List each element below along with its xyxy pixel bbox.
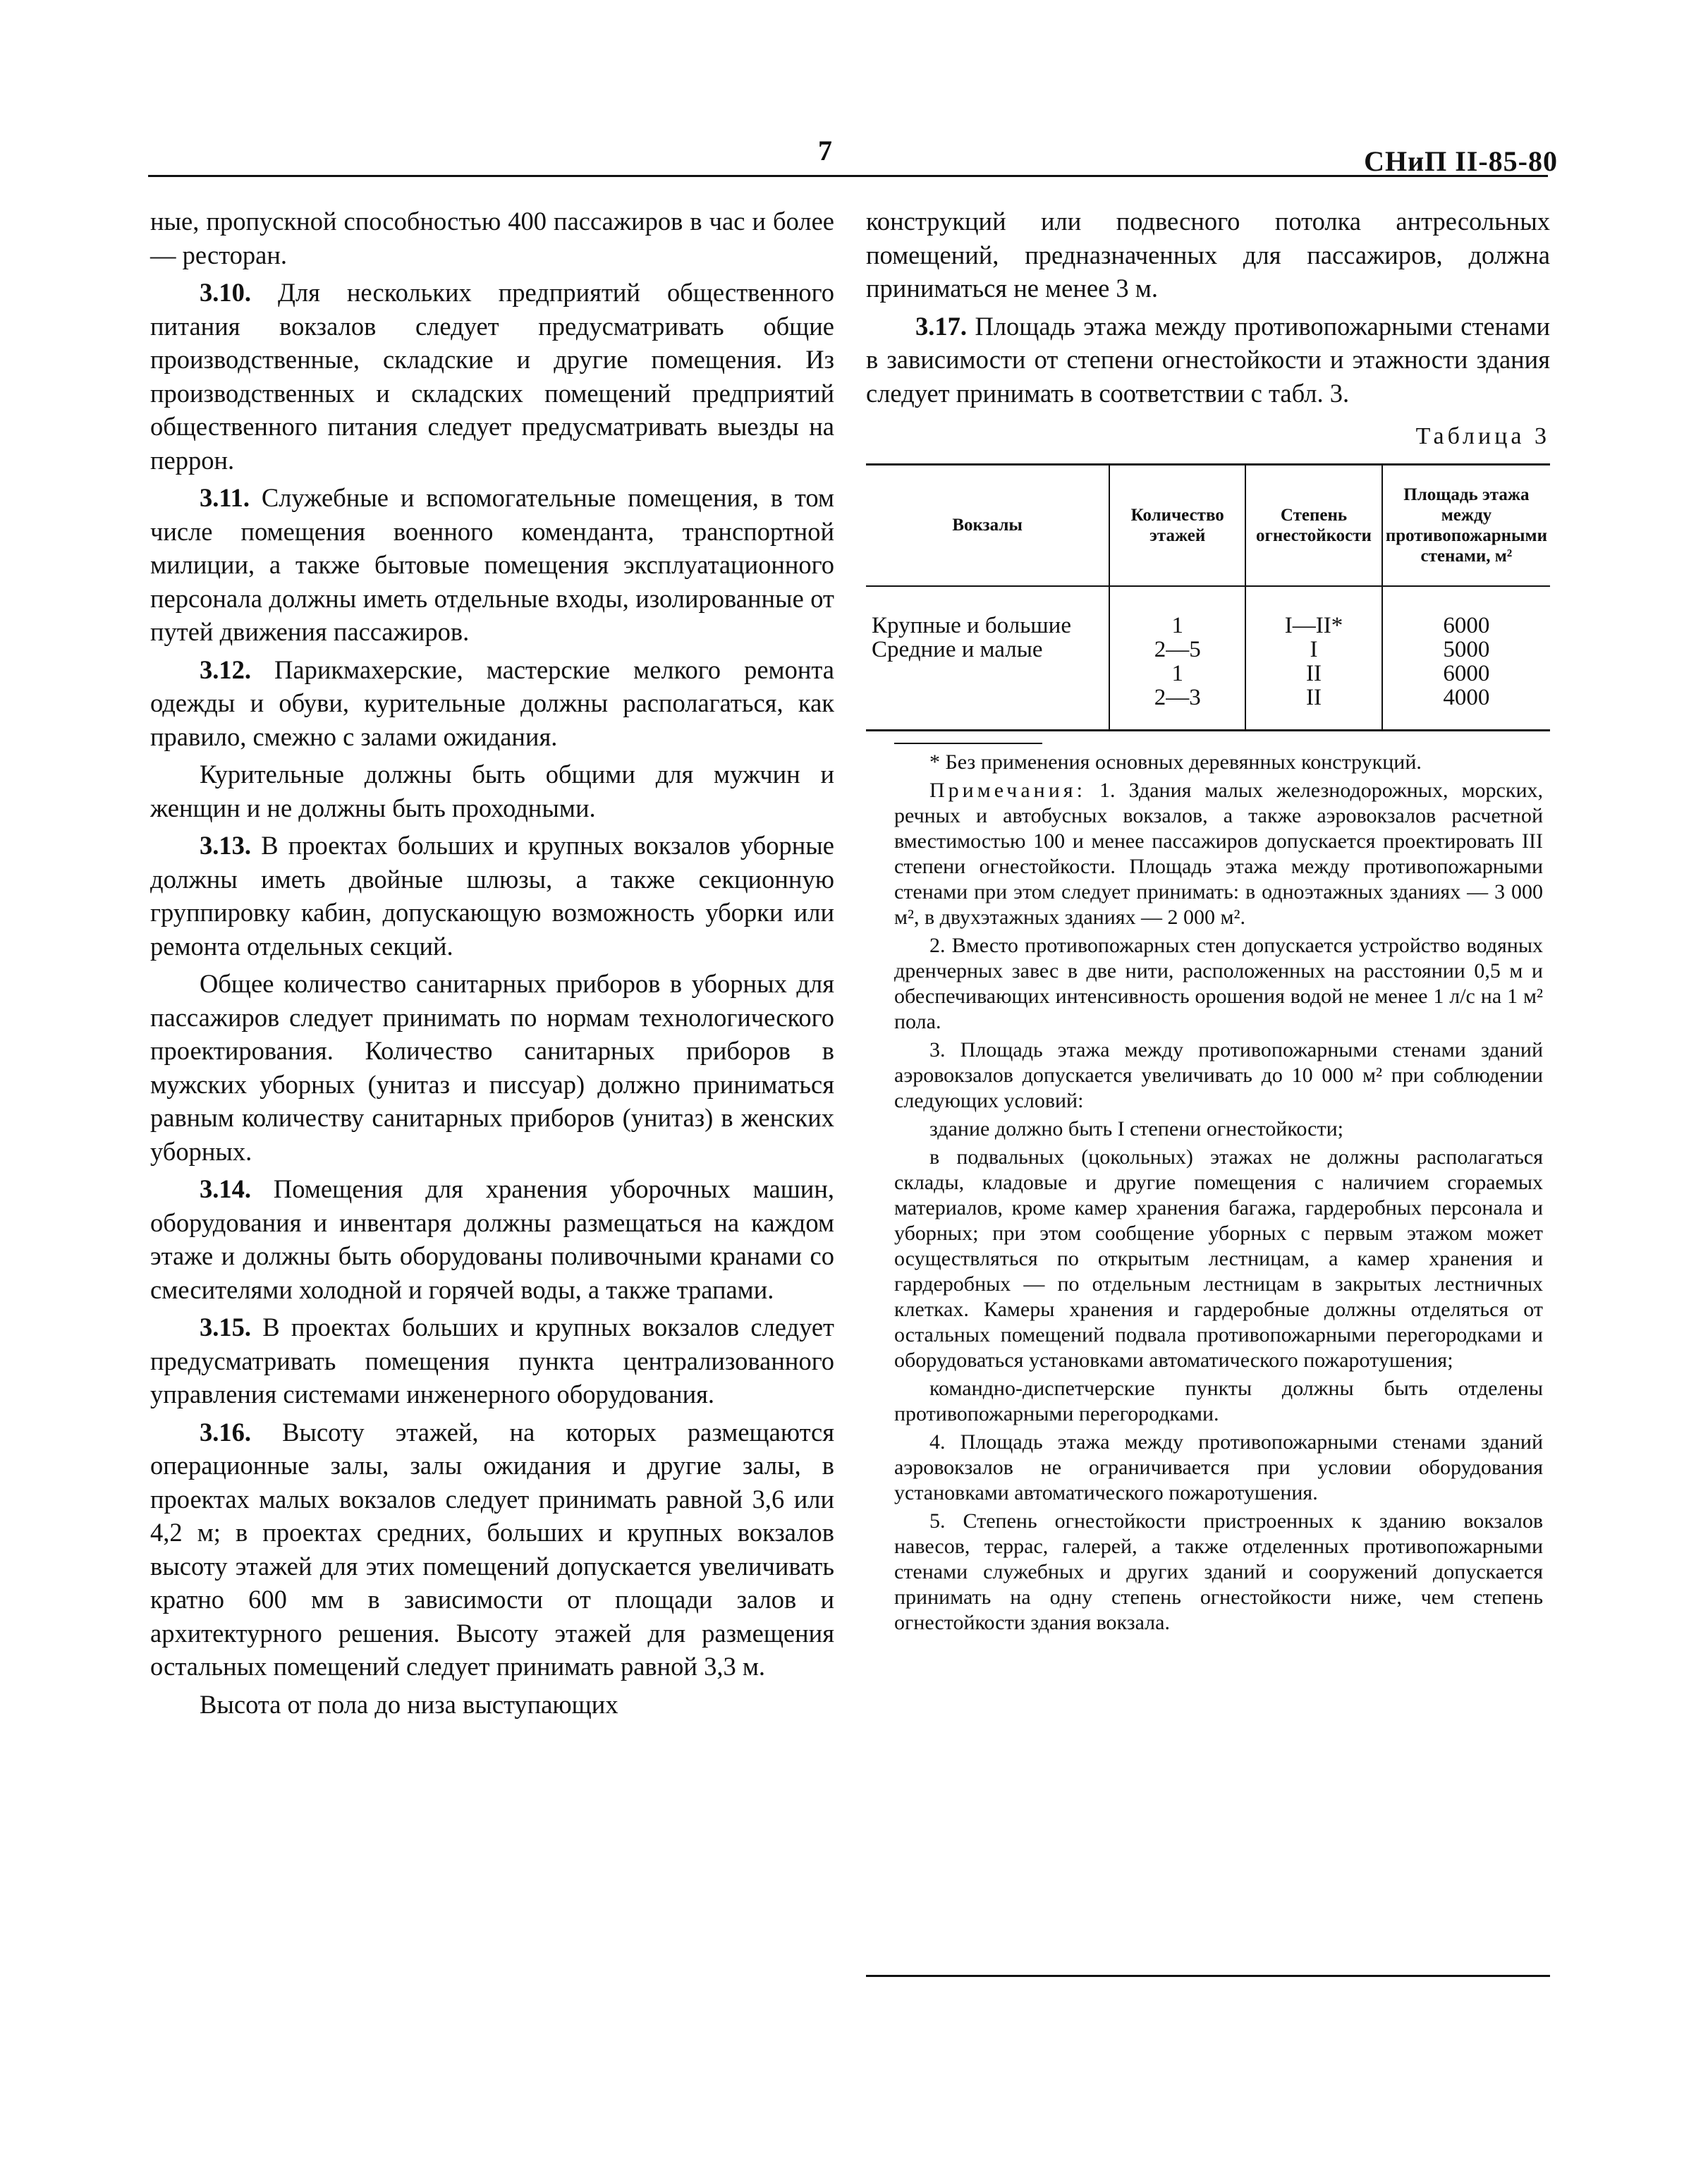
notes-heading: Примечания:: [929, 778, 1086, 802]
notes-bottom-rule: [866, 1975, 1550, 1977]
footnote: * Без применения основных деревянных конструкций.: [929, 750, 1422, 774]
note-3: 3. Площадь этажа между противопожарными стенами зданий аэровокзалов допускается увеличивать до 10 000 м² при соблюдении следующих условий:: [894, 1038, 1543, 1112]
cell-floor-area: 6000 5000 6000 4000: [1382, 586, 1550, 729]
header-rule: [148, 175, 1548, 177]
page-number: 7: [818, 135, 832, 166]
clause-3-16: [150, 1416, 834, 1684]
header-fire-resistance: Степень огнестойкости: [1245, 466, 1382, 586]
clause-number: 3.11.: [200, 483, 250, 512]
paragraph-continuation: ные, пропускной способностью 400 пассажиров в час и более — ресторан.: [150, 207, 834, 269]
clause-3-13: [150, 829, 834, 963]
right-column: [866, 205, 1550, 1638]
document-code: СНиП II-85-80: [1364, 145, 1558, 177]
clause-number: 3.13.: [200, 831, 251, 860]
clause-number: 3.17.: [915, 311, 967, 341]
clause-3-10: [150, 276, 834, 477]
table-caption: Таблица 3: [1415, 423, 1550, 449]
cell-stations: Крупные и большие Средние и малые: [872, 612, 1071, 662]
clause-text: Площадь этажа между противопожарными стенами в зависимости от степени огнестойкости и этажности здания следует принимать в соответствии с табл. 3.: [866, 311, 1550, 408]
clause-3-12: [150, 653, 834, 754]
clause-3-14: [150, 1172, 834, 1306]
clause-3-17: [866, 310, 1550, 410]
clause-number: 3.15.: [200, 1313, 251, 1341]
note-5: 5. Степень огнестойкости пристроенных к зданию вокзалов навесов, террас, галерей, а также отделенных противопожарными стенами служебных и других зданий и сооружений допускается принимать на одну степень огнестойкости ниже, чем степень огнестойкости здания вокзала.: [894, 1509, 1543, 1634]
note-text: 1. Здания малых железнодорожных, морских, речных и автобусных вокзалов, а также аэровокзалов расчетной вместимостью 100 и менее пассажиров допускается проектировать III степени огнестойкости. Площадь этажа между противопожарными стенами при этом следует принимать: в одноэтажных зданиях — 3 000 м², в двухэтажных зданиях — 2 000 м².: [894, 778, 1544, 929]
header-floors: Количество этажей: [1109, 466, 1245, 586]
note-3-condition-b: в подвальных (цокольных) этажах не должны располагаться склады, кладовые и другие помещения с наличием сгораемых материалов, кроме камер хранения багажа, гардеробных персонала и уборных; при этом сообщение уборных с первым этажом может осуществляться по открытым лестницам, а камер хранения и гардеробных — по отдельным лестницам в закрытых лестничных клетках. Камеры хранения и гардеробные должны отделяться от остальных помещений подвала противопожарными перегородками и оборудоваться установками автоматического пожаротушения;: [894, 1145, 1543, 1372]
left-column: [150, 205, 834, 1725]
clause-3-12-paragraph-2: Курительные должны быть общими для мужчин и женщин и не должны быть проходными.: [150, 760, 834, 822]
clause-3-15: [150, 1310, 834, 1411]
paragraph-continuation: конструкций или подвесного потолка антресольных помещений, предназначенных для пассажиров, должна приниматься не менее 3 м.: [866, 207, 1550, 303]
clause-number: 3.10.: [200, 278, 251, 307]
note-3-condition-c: командно-диспетчерские пункты должны быть отделены противопожарными перегородками.: [894, 1376, 1543, 1425]
note-2: 2. Вместо противопожарных стен допускается устройство водяных дренчерных завес в две нити, расположенных на расстоянии 0,5 м и обеспечивающих интенсивность орошения водой не менее 1 л/с на 1 м² пола.: [894, 933, 1543, 1033]
header-floor-area: Площадь этажа между противопожарными стенами, м²: [1382, 466, 1550, 586]
clause-number: 3.12.: [200, 655, 251, 684]
clause-3-13-paragraph-2: Общее количество санитарных приборов в уборных для пассажиров следует принимать по нормам технологического проектирования. Количество санитарных приборов в мужских уборных (унитаз и писсуар) должно приниматься равным количеству санитарных приборов (унитаз) в женских уборных.: [150, 969, 834, 1166]
note-1: [894, 778, 1543, 930]
clause-text: В проектах больших и крупных вокзалов уборные должны иметь двойные шлюзы, а также секционную группировку кабин, допускающую возможность уборки или ремонта отдельных секций.: [150, 831, 835, 961]
clause-text: Помещения для хранения уборочных машин, оборудования и инвентаря должны размещаться на каждом этаже и должны быть оборудованы поливочными кранами со смесителями холодной и горячей воды, а также трапами.: [150, 1174, 834, 1304]
table-bottom-rule: [866, 729, 1550, 731]
note-4: 4. Площадь этажа между противопожарными стенами зданий аэровокзалов не ограничивается при условии оборудования установками автоматического пожаротушения.: [894, 1430, 1543, 1504]
footnote-rule: [894, 743, 1042, 744]
clause-text: Для нескольких предприятий общественного питания вокзалов следует предусматривать общие производственные, складские и другие помещения. Из производственных и складских помещений предприятий общественного питания следует предусматривать выезды на перрон.: [150, 278, 834, 475]
cell-fire-resistance: I—II* I II II: [1245, 586, 1382, 729]
clause-3-11: [150, 481, 834, 649]
clause-text: Парикмахерские, мастерские мелкого ремонта одежды и обуви, курительные должны располагаться, как правило, смежно с залами ожидания.: [150, 655, 834, 751]
clause-text: В проектах больших и крупных вокзалов следует предусматривать помещения пункта централизованного управления системами инженерного оборудования.: [150, 1313, 835, 1408]
note-3-condition-a: здание должно быть I степени огнестойкости;: [929, 1117, 1343, 1140]
clause-text: Служебные и вспомогательные помещения, в том числе помещения военного коменданта, транспортной милиции, а также бытовые помещения эксплуатационного персонала должны иметь отдельные входы, изолированные от путей движения пассажиров.: [150, 483, 835, 646]
table-3: [866, 463, 1550, 731]
clause-number: 3.14.: [200, 1174, 251, 1203]
clause-text: Высоту этажей, на которых размещаются операционные залы, залы ожидания и другие залы, в проектах малых вокзалов следует принимать равной 3,6 или 4,2 м; в проектах средних, больших и крупных вокзалов высоту этажей для этих помещений допускается увеличивать кратно 600 мм в зависимости от площади залов и архитектурного решения. Высоту этажей для размещения остальных помещений следует принимать равной 3,3 м.: [150, 1417, 835, 1681]
clause-number: 3.16.: [200, 1417, 251, 1447]
notes-block: [866, 750, 1550, 1636]
clause-3-16-paragraph-2: Высота от пола до низа выступающих: [200, 1689, 618, 1719]
cell-floors: 1 2—5 1 2—3: [1109, 586, 1245, 729]
header-stations: Вокзалы: [866, 466, 1109, 586]
